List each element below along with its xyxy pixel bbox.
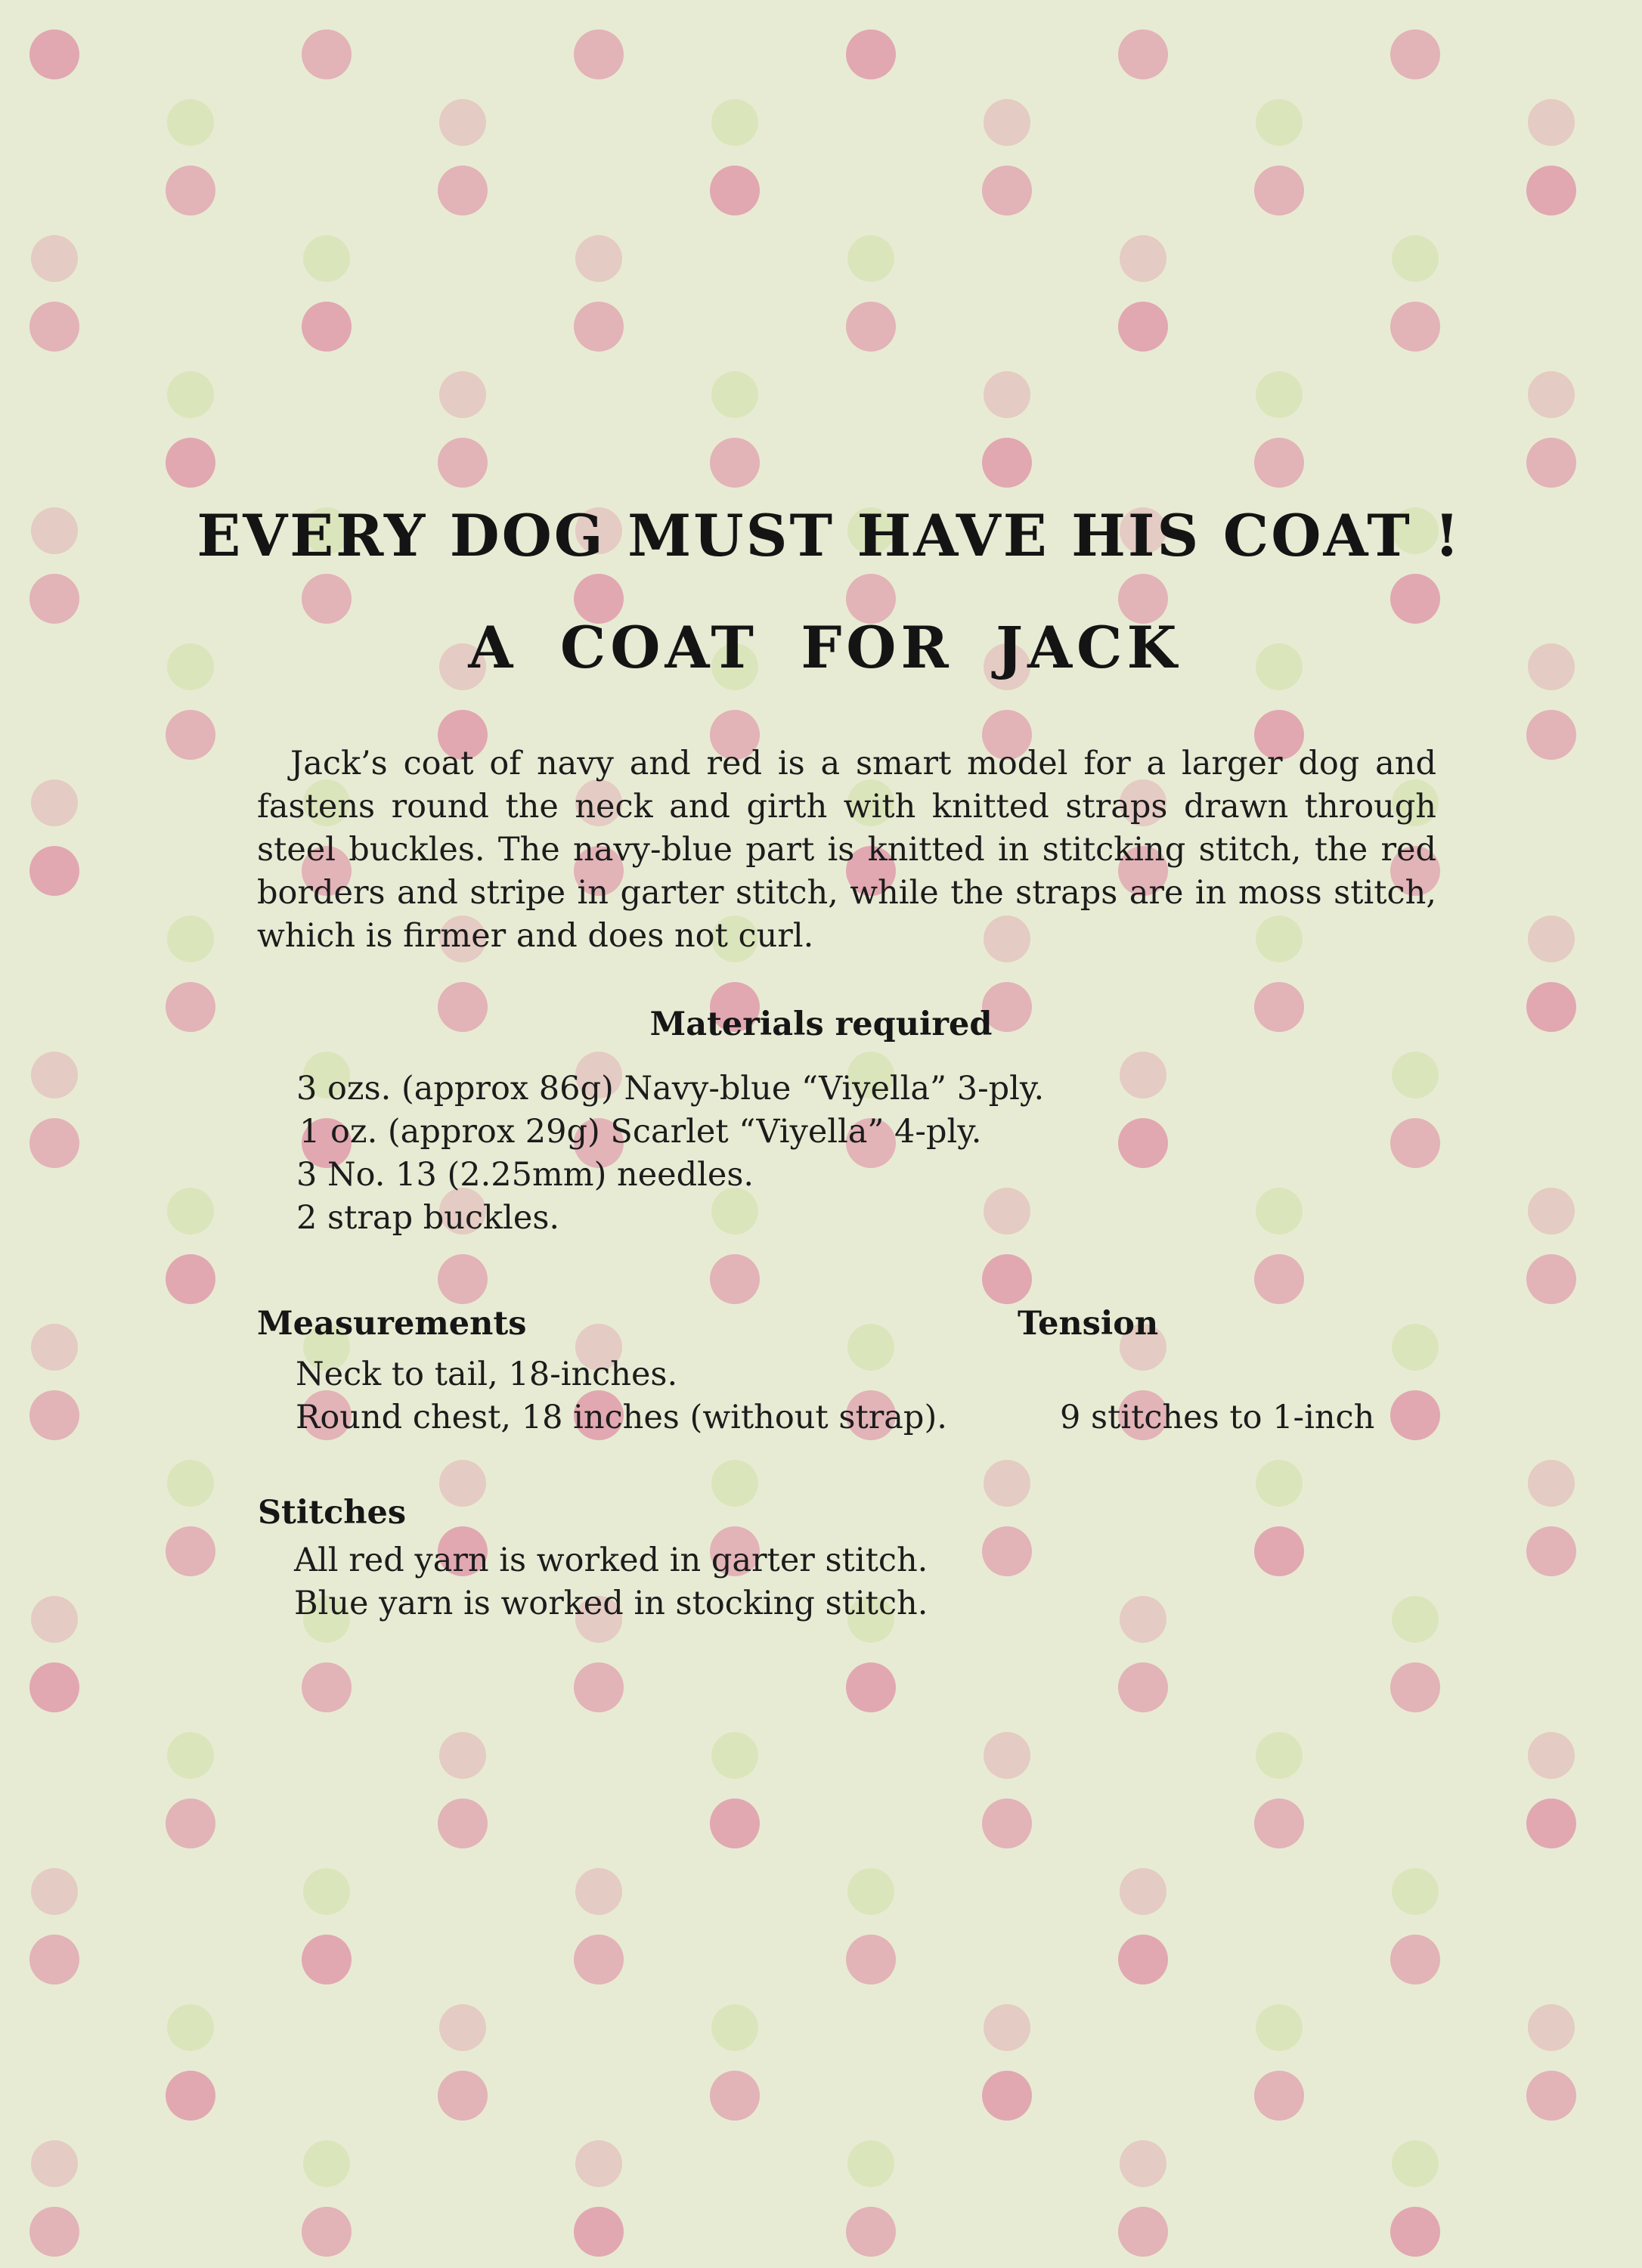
stitches-item: Blue yarn is worked in stocking stitch.: [294, 1585, 928, 1622]
materials-item: 2 strap buckles.: [296, 1199, 560, 1237]
stitches-heading: Stitches: [258, 1494, 407, 1532]
stitches-list: [294, 1539, 928, 1625]
measurements-heading: Measurements: [257, 1305, 527, 1343]
page-title: EVERY DOG MUST HAVE HIS COAT !: [197, 502, 1462, 569]
tension-heading: Tension: [1018, 1305, 1159, 1343]
materials-list: [296, 1067, 1044, 1240]
materials-item: 3 ozs. (approx 86g) Navy-blue “Viyella” 3-ply.: [296, 1070, 1045, 1108]
measurements-item: Round chest, 18 inches (without strap).: [296, 1399, 947, 1436]
page-subtitle: A COAT FOR JACK: [468, 614, 1182, 681]
materials-item: 3 No. 13 (2.25mm) needles.: [296, 1156, 754, 1194]
intro-paragraph: Jack’s coat of navy and red is a smart model for a larger dog and fastens round the neck and girth with knitted straps drawn through steel buckles. The navy-blue part is knitted in stitcking stitch, the red borders and stripe in garter stitch, while the straps are in moss stitch, which is firmer and does not curl.: [257, 745, 1436, 955]
tension-value: 9 stitches to 1-inch: [1060, 1399, 1375, 1436]
stitches-item: All red yarn is worked in garter stitch.: [294, 1541, 928, 1579]
materials-item: 1 oz. (approx 29g) Scarlet “Viyella” 4-ply.: [299, 1113, 982, 1151]
materials-heading: Materials required: [649, 1005, 993, 1043]
measurements-list: [296, 1353, 947, 1439]
measurements-item: Neck to tail, 18-inches.: [296, 1356, 678, 1393]
